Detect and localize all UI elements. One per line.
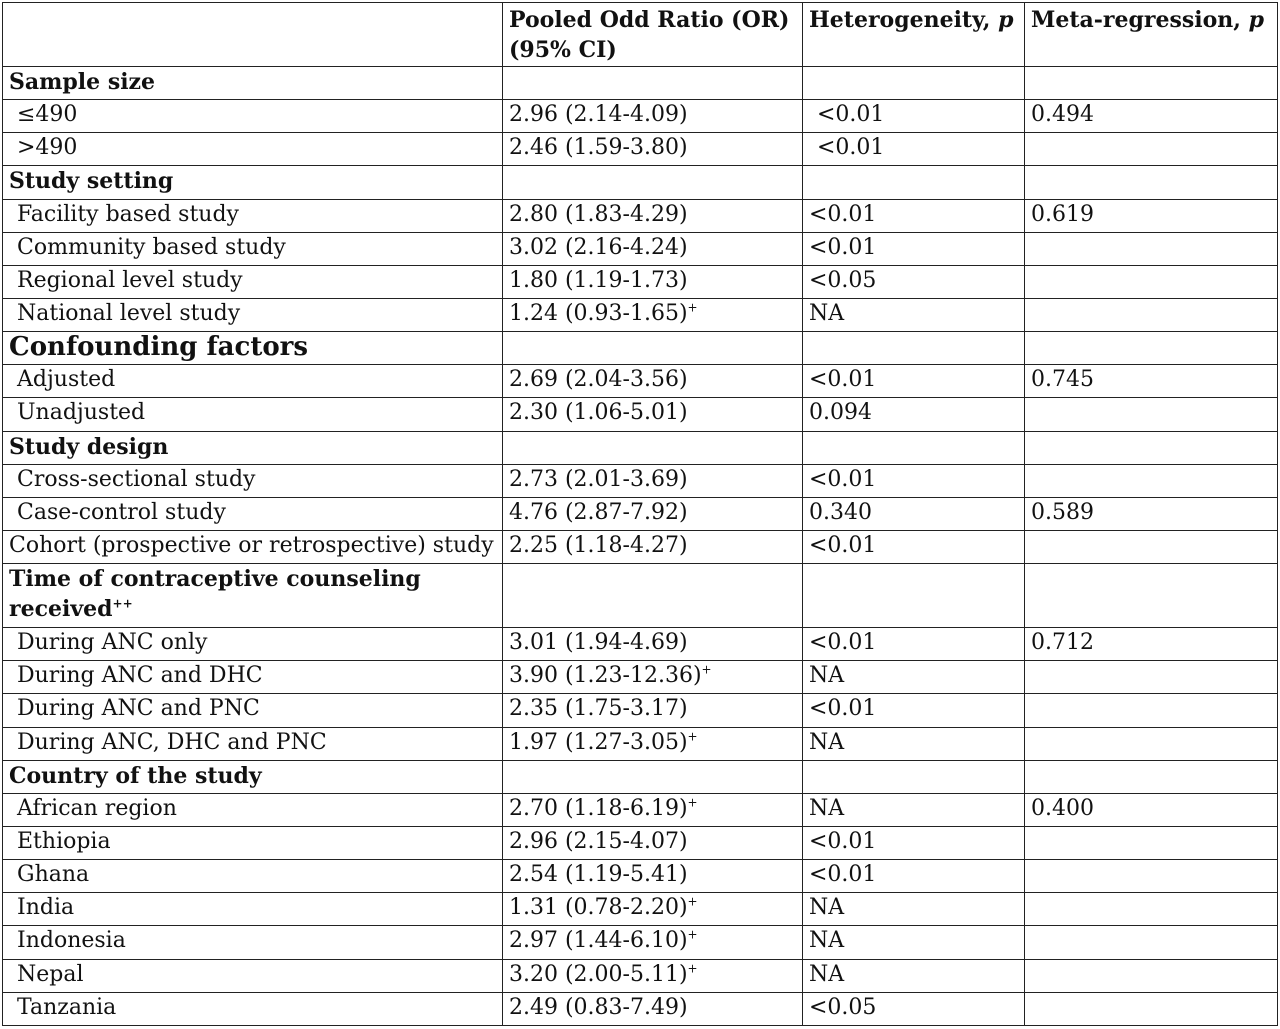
meta-regression-cell: 0.745	[1025, 365, 1278, 398]
section-label	[3, 760, 503, 793]
pooled-or-value: 1.31 (0.78-2.20)	[509, 895, 688, 921]
row-label: During ANC and PNC	[3, 694, 503, 727]
pooled-or-value: 2.70 (1.18-6.19)	[509, 795, 688, 821]
row-label: African region	[3, 793, 503, 826]
table-row	[3, 860, 1278, 893]
pooled-or-value: 2.97 (1.44-6.10)	[509, 928, 688, 954]
pooled-or-cell	[503, 298, 803, 331]
meta-regression-cell: 0.589	[1025, 497, 1278, 530]
row-label: ≤490	[3, 100, 503, 133]
pooled-or-value: 3.20 (2.00-5.11)	[509, 961, 688, 987]
heterogeneity-cell: <0.01	[803, 133, 1025, 166]
meta-regression-cell	[1025, 398, 1278, 431]
table-header-row	[3, 3, 1278, 67]
heterogeneity-cell: NA	[803, 298, 1025, 331]
pooled-or-superscript: +	[687, 894, 698, 909]
section-header-row	[3, 760, 1278, 793]
pooled-or-value: 3.90 (1.23-12.36)	[509, 663, 702, 689]
meta-regression-cell	[1025, 265, 1278, 298]
row-label: Ethiopia	[3, 826, 503, 859]
pooled-or-cell	[503, 530, 803, 563]
meta-regression-cell: 0.494	[1025, 100, 1278, 133]
empty-cell	[1025, 332, 1278, 365]
heterogeneity-cell: NA	[803, 661, 1025, 694]
meta-regression-cell	[1025, 530, 1278, 563]
row-label: Ghana	[3, 860, 503, 893]
empty-cell	[803, 564, 1025, 628]
row-label: Case-control study	[3, 497, 503, 530]
pooled-or-value: 2.30 (1.06-5.01)	[509, 400, 688, 426]
subgroup-analysis-table	[2, 2, 1278, 1026]
section-label-text: Study setting	[9, 168, 174, 195]
section-label	[3, 564, 503, 628]
heterogeneity-cell: NA	[803, 793, 1025, 826]
row-label: Adjusted	[3, 365, 503, 398]
pooled-or-cell	[503, 199, 803, 232]
row-label: National level study	[3, 298, 503, 331]
pooled-or-value: 2.96 (2.15-4.07)	[509, 828, 688, 854]
row-label: During ANC only	[3, 628, 503, 661]
table-row	[3, 265, 1278, 298]
empty-cell	[503, 332, 803, 365]
section-label	[3, 431, 503, 464]
meta-regression-cell: 0.619	[1025, 199, 1278, 232]
row-label: Tanzania	[3, 992, 503, 1025]
pooled-or-cell	[503, 100, 803, 133]
table-row	[3, 100, 1278, 133]
heterogeneity-cell: 0.094	[803, 398, 1025, 431]
meta-regression-cell	[1025, 727, 1278, 760]
pooled-or-cell	[503, 464, 803, 497]
header-cell-heterogeneity	[803, 3, 1025, 67]
empty-cell	[803, 332, 1025, 365]
pooled-or-superscript: +	[687, 729, 698, 744]
header-cell-pooled-or: Pooled Odd Ratio (OR) (95% CI)	[503, 3, 803, 67]
pooled-or-superscript: +	[687, 795, 698, 810]
empty-cell	[503, 564, 803, 628]
pooled-or-cell	[503, 497, 803, 530]
heterogeneity-cell: <0.05	[803, 265, 1025, 298]
section-label-text: Time of contraceptive counseling received	[9, 566, 421, 623]
table-row	[3, 826, 1278, 859]
section-label	[3, 332, 503, 365]
row-label: During ANC, DHC and PNC	[3, 727, 503, 760]
meta-regression-cell	[1025, 992, 1278, 1025]
table-row	[3, 497, 1278, 530]
pooled-or-value: 2.49 (0.83-7.49)	[509, 994, 688, 1020]
heterogeneity-cell: <0.01	[803, 530, 1025, 563]
pooled-or-cell	[503, 365, 803, 398]
heterogeneity-cell: <0.01	[803, 694, 1025, 727]
table-row	[3, 298, 1278, 331]
section-label-superscript: ++	[112, 596, 133, 611]
table-row	[3, 661, 1278, 694]
empty-cell	[803, 431, 1025, 464]
pooled-or-cell	[503, 893, 803, 926]
meta-regression-cell	[1025, 133, 1278, 166]
table-row	[3, 133, 1278, 166]
header-cell-empty	[3, 3, 503, 67]
heterogeneity-cell: NA	[803, 727, 1025, 760]
heterogeneity-cell: <0.01	[803, 365, 1025, 398]
heterogeneity-cell: NA	[803, 959, 1025, 992]
pooled-or-value: 2.73 (2.01-3.69)	[509, 466, 688, 492]
pooled-or-cell	[503, 826, 803, 859]
pooled-or-value: 1.80 (1.19-1.73)	[509, 267, 688, 293]
row-label: >490	[3, 133, 503, 166]
row-label: Community based study	[3, 232, 503, 265]
pooled-or-value: 2.54 (1.19-5.41)	[509, 862, 688, 888]
table-row	[3, 992, 1278, 1025]
meta-regression-cell	[1025, 959, 1278, 992]
table-row	[3, 793, 1278, 826]
table-row	[3, 398, 1278, 431]
table-row	[3, 199, 1278, 232]
empty-cell	[503, 760, 803, 793]
pooled-or-cell	[503, 398, 803, 431]
section-header-row	[3, 166, 1278, 199]
table-row	[3, 926, 1278, 959]
meta-regression-cell: 0.712	[1025, 628, 1278, 661]
row-label: Indonesia	[3, 926, 503, 959]
row-label: Facility based study	[3, 199, 503, 232]
pooled-or-cell	[503, 265, 803, 298]
section-header-row	[3, 431, 1278, 464]
empty-cell	[503, 431, 803, 464]
meta-regression-cell	[1025, 926, 1278, 959]
row-label: Cross-sectional study	[3, 464, 503, 497]
meta-regression-cell	[1025, 464, 1278, 497]
table-row	[3, 530, 1278, 563]
heterogeneity-cell: <0.01	[803, 464, 1025, 497]
pooled-or-value: 1.97 (1.27-3.05)	[509, 729, 688, 755]
empty-cell	[1025, 67, 1278, 100]
table-row	[3, 365, 1278, 398]
header-meta-regression-text: Meta-regression, p	[1031, 7, 1264, 33]
pooled-or-superscript: +	[701, 662, 712, 677]
pooled-or-value: 3.01 (1.94-4.69)	[509, 630, 688, 656]
section-label-text: Sample size	[9, 69, 156, 95]
row-label: Cohort (prospective or retrospective) study	[3, 530, 503, 563]
heterogeneity-cell: <0.01	[803, 860, 1025, 893]
pooled-or-cell	[503, 661, 803, 694]
row-label: Regional level study	[3, 265, 503, 298]
heterogeneity-cell: <0.01	[803, 628, 1025, 661]
pooled-or-cell	[503, 694, 803, 727]
pooled-or-superscript: +	[687, 300, 698, 315]
table-row	[3, 464, 1278, 497]
pooled-or-superscript: +	[687, 928, 698, 943]
empty-cell	[1025, 564, 1278, 628]
section-label-text: Study design	[9, 433, 169, 460]
table-row	[3, 628, 1278, 661]
meta-regression-cell	[1025, 694, 1278, 727]
meta-regression-cell: 0.400	[1025, 793, 1278, 826]
empty-cell	[803, 67, 1025, 100]
meta-regression-cell	[1025, 298, 1278, 331]
empty-cell	[1025, 431, 1278, 464]
row-label: India	[3, 893, 503, 926]
heterogeneity-cell: <0.01	[803, 100, 1025, 133]
empty-cell	[803, 760, 1025, 793]
section-label-text: Confounding factors	[9, 332, 309, 363]
pooled-or-value: 4.76 (2.87-7.92)	[509, 499, 688, 525]
empty-cell	[503, 166, 803, 199]
row-label: During ANC and DHC	[3, 661, 503, 694]
pooled-or-cell	[503, 860, 803, 893]
heterogeneity-cell: <0.01	[803, 199, 1025, 232]
heterogeneity-cell: NA	[803, 926, 1025, 959]
pooled-or-cell	[503, 232, 803, 265]
section-label	[3, 67, 503, 100]
empty-cell	[1025, 166, 1278, 199]
pooled-or-cell	[503, 959, 803, 992]
section-header-row	[3, 332, 1278, 365]
row-label: Unadjusted	[3, 398, 503, 431]
table-row	[3, 959, 1278, 992]
section-header-row	[3, 564, 1278, 628]
empty-cell	[803, 166, 1025, 199]
table-row	[3, 893, 1278, 926]
pooled-or-value: 3.02 (2.16-4.24)	[509, 234, 688, 260]
meta-regression-cell	[1025, 661, 1278, 694]
pooled-or-cell	[503, 926, 803, 959]
table-body	[3, 67, 1278, 1026]
meta-regression-cell	[1025, 826, 1278, 859]
pooled-or-value: 2.25 (1.18-4.27)	[509, 532, 688, 558]
pooled-or-value: 2.80 (1.83-4.29)	[509, 201, 688, 227]
pooled-or-cell	[503, 992, 803, 1025]
pooled-or-value: 2.96 (2.14-4.09)	[509, 102, 688, 128]
pooled-or-value: 2.46 (1.59-3.80)	[509, 135, 688, 161]
pooled-or-value: 2.35 (1.75-3.17)	[509, 696, 688, 722]
heterogeneity-cell: <0.01	[803, 826, 1025, 859]
meta-regression-cell	[1025, 232, 1278, 265]
table-row	[3, 694, 1278, 727]
section-label	[3, 166, 503, 199]
row-label: Nepal	[3, 959, 503, 992]
empty-cell	[503, 67, 803, 100]
pooled-or-cell	[503, 133, 803, 166]
empty-cell	[1025, 760, 1278, 793]
pooled-or-superscript: +	[687, 961, 698, 976]
pooled-or-cell	[503, 628, 803, 661]
heterogeneity-cell: 0.340	[803, 497, 1025, 530]
pooled-or-cell	[503, 727, 803, 760]
header-heterogeneity-text: Heterogeneity, p	[809, 7, 1014, 33]
meta-regression-cell	[1025, 860, 1278, 893]
heterogeneity-cell: <0.05	[803, 992, 1025, 1025]
heterogeneity-cell: <0.01	[803, 232, 1025, 265]
meta-regression-cell	[1025, 893, 1278, 926]
header-cell-meta-regression	[1025, 3, 1278, 67]
pooled-or-cell	[503, 793, 803, 826]
pooled-or-value: 2.69 (2.04-3.56)	[509, 367, 688, 393]
section-header-row	[3, 67, 1278, 100]
section-label-text: Country of the study	[9, 762, 262, 789]
heterogeneity-cell: NA	[803, 893, 1025, 926]
pooled-or-value: 1.24 (0.93-1.65)	[509, 300, 688, 326]
table-row	[3, 727, 1278, 760]
table-row	[3, 232, 1278, 265]
